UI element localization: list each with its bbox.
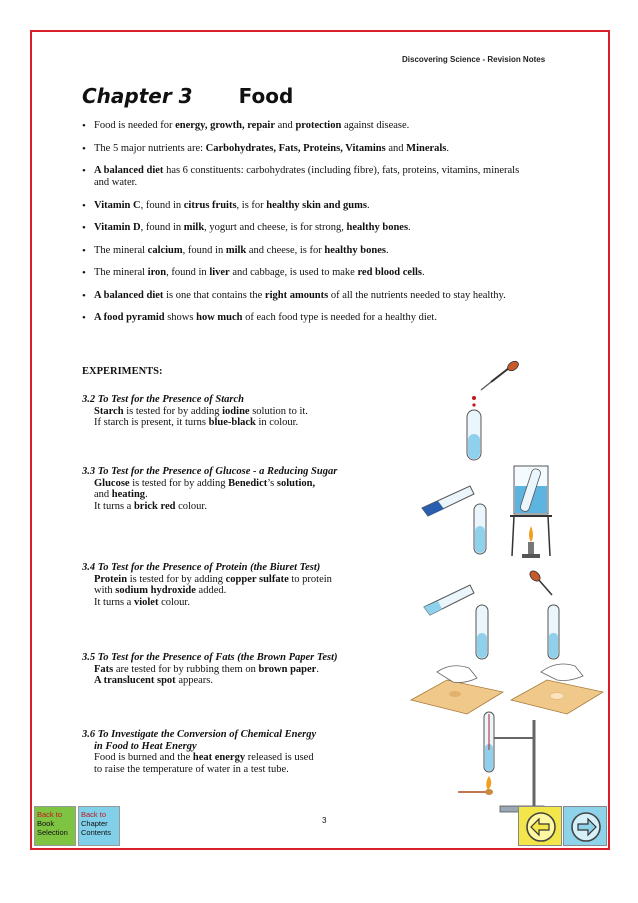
text-run: Glucose <box>94 477 130 489</box>
experiment-description-line <box>82 585 332 597</box>
energy-test-illustration <box>450 710 560 814</box>
text-run: citrus fruits <box>183 199 237 211</box>
note-item <box>82 267 522 279</box>
note-item <box>82 222 522 234</box>
experiment-title: 3.3 To Test for the Presence of Glucose - a Reducing Sugar <box>82 466 338 477</box>
text-run: ’s <box>267 477 277 489</box>
text-run: violet <box>133 596 159 608</box>
text-run: milk <box>225 244 247 256</box>
text-run: colour. <box>175 500 207 512</box>
text-run: shows <box>164 312 197 323</box>
text-run: right amounts <box>264 289 329 301</box>
text-run: how much <box>196 312 243 323</box>
text-run: and cabbage, is used to make <box>229 267 358 278</box>
experiment-description-line <box>82 489 337 501</box>
glucose-test-illustration <box>418 464 558 564</box>
text-run: The mineral <box>94 244 148 256</box>
experiment-description-line <box>82 664 338 676</box>
experiment-description-line <box>82 478 337 490</box>
text-run: of all the nutrients needed to stay healthy. <box>328 289 506 301</box>
text-run: healthy bones <box>324 244 386 256</box>
text-run: brown paper <box>258 663 317 675</box>
text-run: heat energy <box>192 752 246 763</box>
text-run: It turns a <box>94 500 134 512</box>
chapter-button-line1: Back to <box>81 810 107 819</box>
chapter-title: Food <box>238 84 294 108</box>
text-run: , is for <box>236 199 267 211</box>
text-run: in colour. <box>255 417 299 428</box>
back-to-chapter-contents-button[interactable] <box>78 806 120 846</box>
text-run: Minerals <box>406 142 447 154</box>
experiment-energy <box>82 729 316 775</box>
text-run: of each food type is needed for a healthy diet. <box>242 312 437 323</box>
book-button-line2: Book <box>37 819 55 828</box>
text-run: healthy skin and gums <box>266 199 367 211</box>
text-run: iron <box>147 267 167 278</box>
text-run: is one that contains the <box>163 289 265 301</box>
next-page-button[interactable] <box>563 806 607 846</box>
book-button-line1: Back to <box>37 810 63 819</box>
text-run: are tested for by rubbing them on <box>113 663 259 675</box>
note-item <box>82 120 522 132</box>
text-run: Food is needed for <box>94 120 176 131</box>
chapter-number: Chapter 3 <box>82 84 193 108</box>
text-run: and <box>94 489 112 500</box>
text-run: A food pyramid <box>94 312 165 323</box>
back-to-book-selection-button[interactable] <box>34 806 76 846</box>
text-run: iodine <box>222 405 250 417</box>
note-item <box>82 290 522 302</box>
text-run: Food is burned and the <box>94 752 193 763</box>
note-item <box>82 165 522 189</box>
text-run: A balanced diet <box>94 165 164 176</box>
text-run: against disease. <box>341 120 410 131</box>
text-run: Starch <box>94 405 124 417</box>
text-run: Benedict <box>228 477 268 489</box>
text-run: . <box>366 199 370 211</box>
text-run: heating <box>111 489 146 500</box>
text-run: milk <box>183 222 205 233</box>
text-run: , yogurt and cheese, is for strong, <box>204 222 347 233</box>
text-run: . <box>385 244 389 256</box>
experiment-title: 3.2 To Test for the Presence of Starch <box>82 394 244 405</box>
text-run: with <box>94 585 116 596</box>
text-run: The mineral <box>94 267 148 278</box>
text-run: and <box>385 142 407 154</box>
text-run: healthy bones <box>346 222 409 233</box>
experiment-glucose <box>82 466 337 512</box>
text-run: . <box>316 663 319 675</box>
text-run: . <box>446 142 450 154</box>
text-run: solution to it. <box>249 405 308 417</box>
text-run: added. <box>195 585 227 596</box>
book-button-line3: Selection <box>37 828 68 837</box>
experiment-title-line2: in Food to Heat Energy <box>94 740 197 752</box>
text-run: liver <box>209 267 230 278</box>
experiment-description-line <box>82 752 316 764</box>
text-run: calcium <box>147 244 183 256</box>
text-run: Protein <box>94 573 128 585</box>
text-run: is tested for by adding <box>127 573 226 585</box>
text-run: to raise the temperature of water in a test tube. <box>94 763 289 775</box>
experiment-description-line <box>82 597 332 609</box>
text-run: . <box>422 267 425 278</box>
page-number: 3 <box>322 816 327 825</box>
experiment-fats <box>82 652 338 687</box>
text-run: . <box>145 489 148 500</box>
text-run: brick red <box>133 500 176 512</box>
arrow-right-icon <box>570 811 602 843</box>
text-run: is tested for by adding <box>129 477 229 489</box>
text-run: Vitamin C <box>94 199 141 211</box>
text-run: colour. <box>158 596 190 608</box>
text-run: , found in <box>182 244 226 256</box>
text-run: A translucent spot <box>94 675 176 686</box>
text-run: is tested for by adding <box>123 405 223 417</box>
previous-page-button[interactable] <box>518 806 562 846</box>
text-run: sodium hydroxide <box>115 585 196 596</box>
text-run: . <box>408 222 411 233</box>
experiment-protein <box>82 562 332 608</box>
text-run: If starch is present, it turns <box>94 417 209 428</box>
note-item <box>82 200 522 212</box>
text-run: solution, <box>276 477 316 489</box>
note-item <box>82 312 522 324</box>
experiment-title: 3.5 To Test for the Presence of Fats (the Brown Paper Test) <box>82 652 338 663</box>
note-item <box>82 245 522 257</box>
text-run: The 5 major nutrients are: <box>94 142 206 154</box>
text-run: to protein <box>288 573 332 585</box>
chapter-button-line3: Contents <box>81 828 112 837</box>
text-run: Vitamin D <box>94 222 141 233</box>
text-run: protection <box>295 120 342 131</box>
protein-test-illustration <box>420 569 560 664</box>
text-run: , found in <box>140 199 184 211</box>
experiment-title: 3.6 To Investigate the Conversion of Chemical Energy <box>82 729 317 740</box>
revision-notes-list <box>82 120 522 335</box>
text-run: red blood cells <box>357 267 422 278</box>
experiment-description-line <box>82 574 332 586</box>
text-run: Fats <box>94 663 114 675</box>
text-run: It turns a <box>94 596 134 608</box>
text-run: , found in <box>166 267 210 278</box>
experiment-description-line <box>82 406 308 418</box>
text-run: , found in <box>140 222 184 233</box>
note-item <box>82 143 522 155</box>
text-run: blue-black <box>208 417 256 428</box>
experiment-description-line <box>82 417 308 429</box>
page <box>30 30 610 850</box>
chapter-button-line2: Chapter <box>81 819 108 828</box>
text-run: A balanced diet <box>94 289 164 301</box>
starch-test-illustration <box>447 360 527 462</box>
experiments-heading: EXPERIMENTS: <box>82 366 163 377</box>
experiment-description-line <box>82 501 337 513</box>
text-run: has 6 constituents: carbohydrates (including fibre), fats, proteins, vitamins, minerals and water. <box>94 165 520 188</box>
experiment-title: 3.4 To Test for the Presence of Protein (the Biuret Test) <box>82 562 321 573</box>
text-run: and cheese, is for <box>246 244 325 256</box>
arrow-left-icon <box>525 811 557 843</box>
experiment-description-line <box>82 764 316 776</box>
text-run: appears. <box>175 675 214 686</box>
experiment-starch <box>82 394 308 429</box>
running-header: Discovering Science - Revision Notes <box>402 55 546 64</box>
chapter-heading <box>82 84 293 108</box>
text-run: copper sulfate <box>225 573 289 585</box>
text-run: Carbohydrates, Fats, Proteins, Vitamins <box>205 142 386 154</box>
text-run: and <box>275 120 296 131</box>
text-run: released is used <box>245 752 314 763</box>
text-run: energy, growth, repair <box>175 120 276 131</box>
experiment-description-line <box>82 675 338 687</box>
